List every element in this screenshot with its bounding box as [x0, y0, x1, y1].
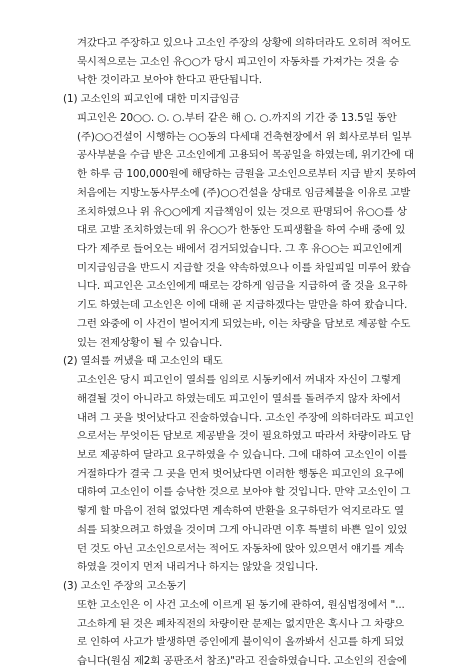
paragraph-line: 습니다(원심 제2회 공판조서 참조)"라고 진술하였습니다. 고소인의 진술에 [77, 655, 407, 667]
paragraph-line: 미지급임금을 반드시 지급할 것을 약속하였으나 이를 차일피일 미루어 왔습 [77, 261, 411, 274]
paragraph-line: 보로 제공하여 달라고 요구하였을 수 있습니다. 그에 대하여 고소인이 이를 [77, 449, 408, 461]
paragraph-line: 한 하루 금 100,000원에 해당하는 금원을 고소인으로부터 지급 받지 못하여 [77, 168, 417, 181]
paragraph-line: 거절하다가 결국 그 곳을 먼저 벗어났다면 이러한 행동은 피고인의 요구에 [77, 467, 404, 480]
paragraph-line: 로 인하여 사고가 발생하면 증인에게 불이익이 올까봐서 신고를 하게 되었 [77, 636, 404, 649]
paragraph-line: 으로서는 무엇이든 담보로 제공받을 것이 필요하였고 따라서 차량이라도 담 [77, 430, 411, 443]
paragraph-line: (주)○○건설이 시행하는 ○○동의 다세대 건축현장에서 위 회사로부터 일부 [77, 130, 412, 143]
paragraph-line: 조치하였으나 위 유○○에게 지급책임이 있는 것으로 판명되어 유○○를 상 [77, 205, 407, 218]
paragraph-line: 대로 고발 조치하였는데 위 유○○가 한동안 도피생활을 하여 수배 중에 있 [77, 224, 406, 237]
section-heading: (3) 고소인 주장의 고소동기 [63, 580, 187, 593]
paragraph-line: 처음에는 지방노동사무소에 (주)○○건설을 상대로 임금체불을 이유로 고발 [77, 186, 411, 199]
paragraph-line: 그런 와중에 이 사건이 벌어지게 되었는바, 이는 차량을 담보로 제공할 수도 [77, 317, 411, 330]
paragraph-line: 대하여 고소인이 이를 승낙한 것으로 보아야 할 것입니다. 만약 고소인이 그 [77, 486, 411, 499]
paragraph-line: 해결될 것이 아니라고 하였는데도 피고인이 열쇠를 돌려주지 않자 차에서 [77, 392, 401, 405]
paragraph-line: 쇠를 되찾으려고 하였을 것이며 그게 아니라면 이후 특별히 바쁜 일이 있었 [77, 523, 408, 536]
paragraph-line: 다가 제주로 들어오는 배에서 검거되었습니다. 그 후 유○○는 피고인에게 [77, 243, 403, 255]
paragraph-line: 있는 전제상황이 될 수 있습니다. [77, 336, 223, 349]
paragraph-line: 렇게 할 마음이 전혀 없었다면 계속하여 반환을 요구하던가 억지로라도 열 [77, 505, 404, 518]
paragraph-line: 니다. 피고인은 고소인에게 때로는 강하게 임금을 지급하여 줄 것을 요구하 [77, 280, 408, 293]
paragraph-line: 던 것도 아닌 고소인으로서는 적어도 자동차에 앉아 있으면서 얘기를 계속 [77, 542, 404, 555]
paragraph-line: 또한 고소인은 이 사건 고소에 이르게 된 동기에 관하여, 원심법정에서 "... [77, 598, 405, 611]
paragraph-line: 하였을 것이지 먼저 내리거나 하지는 않았을 것입니다. [77, 561, 319, 574]
paragraph-line: 내려 그 곳을 벗어났다고 진술하였습니다. 고소인 주장에 의하더라도 피고인 [77, 411, 414, 424]
paragraph-line: 고소하게 된 것은 폐차직전의 차량이란 문제는 없지만은 혹시나 그 차량으 [77, 617, 404, 630]
section-heading: (2) 열쇠를 꺼냈을 때 고소인의 태도 [63, 355, 223, 368]
paragraph-line: 낙한 것이라고 보아야 한다고 판단됩니다. [77, 74, 262, 87]
paragraph-line: 고소인은 당시 피고인이 열쇠를 임의로 시동키에서 꺼내자 자신이 그렇게 [77, 374, 401, 387]
paragraph-line: 공사부분을 수급 받은 고소인에게 고용되어 목공일을 하였는데, 위기간에 대 [77, 149, 414, 162]
paragraph-line: 기도 하였는데 고소인은 이에 대해 곧 지급하겠다는 말만을 하여 왔습니다. [77, 299, 408, 312]
paragraph-line: 피고인은 20○○. ○. ○.부터 같은 해 ○. ○.까지의 기간 중 13.5일 동안 [77, 111, 397, 124]
paragraph-line: 묵시적으로는 고소인 유○○가 당시 피고인이 자동차를 가져가는 것을 승 [77, 55, 399, 68]
section-heading: (1) 고소인의 피고인에 대한 미지급임금 [63, 93, 240, 106]
paragraph-line: 겨갔다고 주장하고 있으나 고소인 주장의 상황에 의하더라도 오히려 적어도 [77, 37, 411, 49]
